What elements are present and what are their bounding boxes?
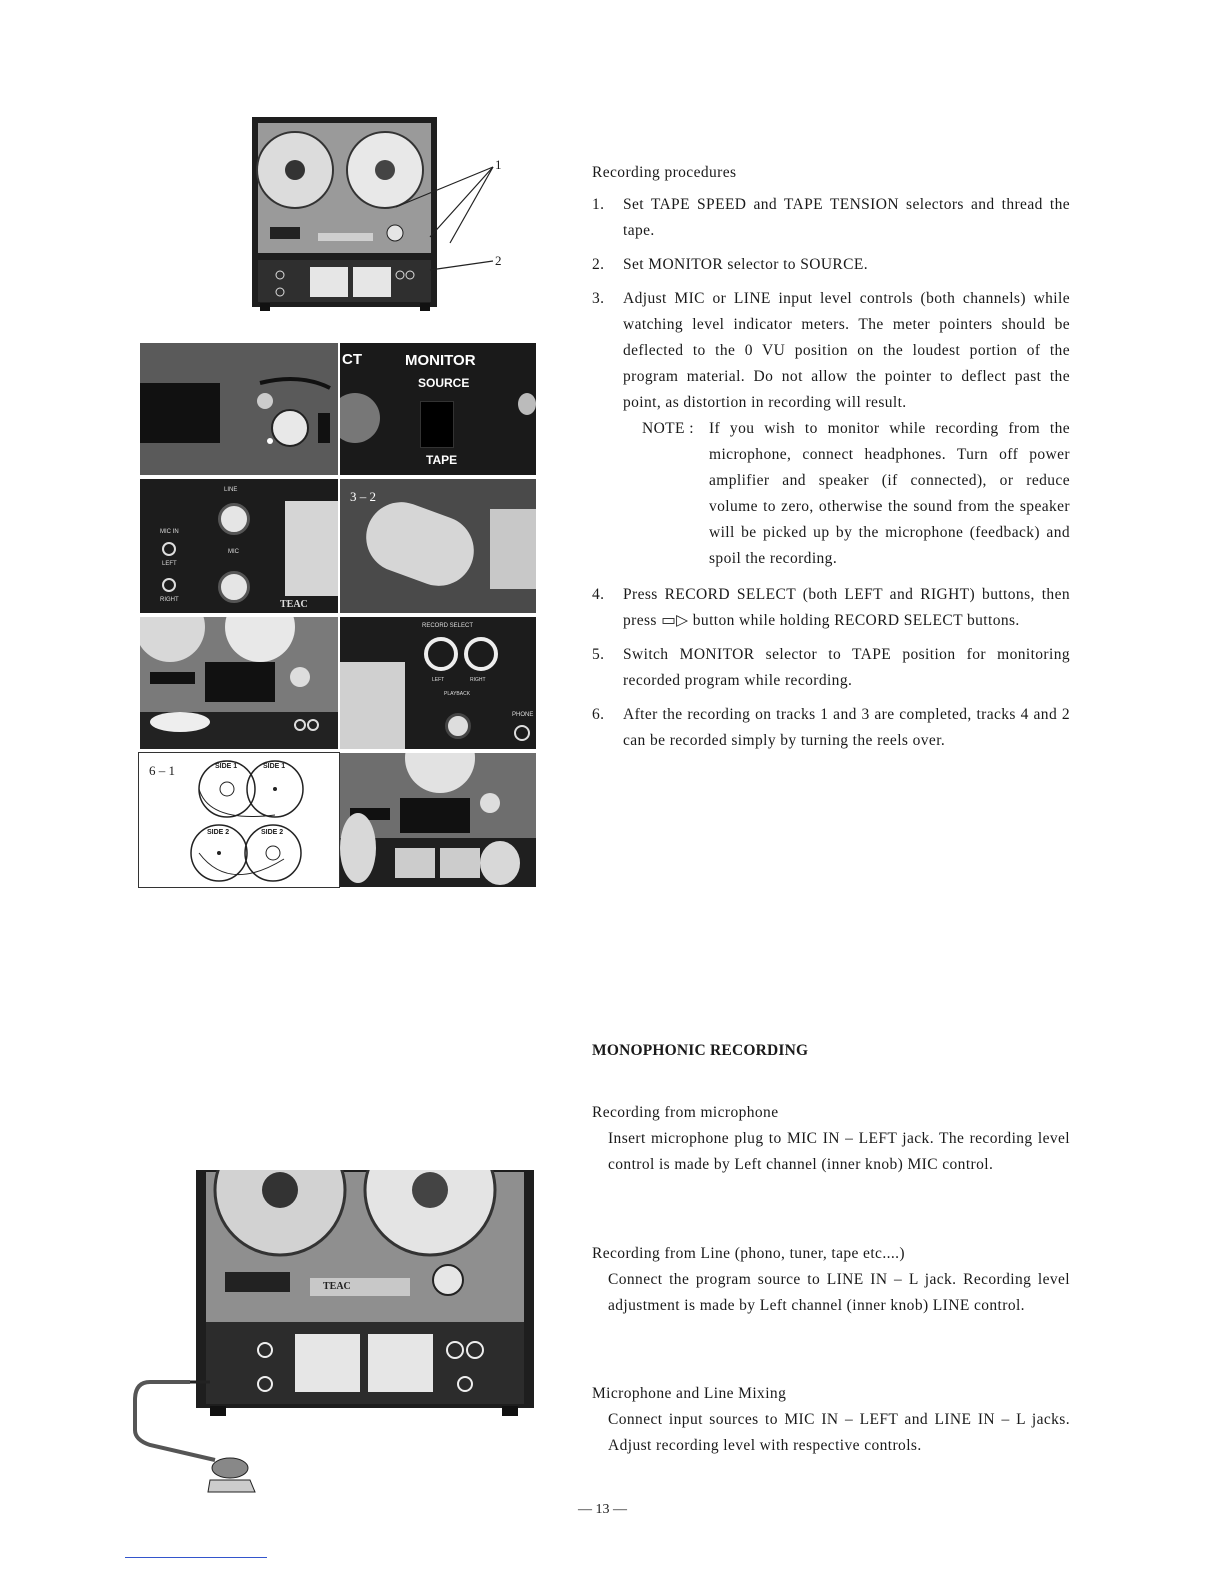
- step-number: 5.: [592, 646, 605, 663]
- note-text: If you wish to monitor while recording from the microphone, connect headphones. Turn off power amplifier and speaker (if connected), or reduce volume to zero, otherwise the sound from the speaker will be picked up by the microphone (feedback) and spoil the recording.: [709, 420, 1070, 567]
- side-1-label-b: SIDE 1: [263, 763, 286, 770]
- phone-jack: [514, 725, 530, 741]
- label-source: SOURCE: [418, 376, 470, 390]
- mono-section-title: Recording from Line (phono, tuner, tape etc....): [592, 1245, 905, 1262]
- step-number: 4.: [592, 586, 605, 603]
- label-mic-in: MIC IN: [160, 529, 179, 535]
- brand-teac-bottom: TEAC: [323, 1281, 351, 1292]
- note-label: NOTE :: [642, 420, 694, 437]
- photo-monitor-selector: [340, 343, 536, 475]
- photo-hand-adjust: [340, 479, 536, 613]
- step-3: [592, 286, 1070, 416]
- recording-procedures-heading: Recording procedures: [592, 164, 737, 181]
- note-block: [642, 416, 1070, 572]
- step-number: 3.: [592, 290, 605, 307]
- callout-1: 1: [495, 157, 502, 172]
- monitor-switch: [420, 401, 454, 448]
- reel-diagram-svg: [139, 753, 339, 887]
- step-text: After the recording on tracks 1 and 3 are completed, tracks 4 and 2 can be recorded simply by turning the reels over.: [623, 706, 1070, 749]
- photo-deck-hands: [340, 753, 536, 887]
- label-left: LEFT: [162, 561, 177, 567]
- label-tape: TAPE: [426, 453, 458, 467]
- page-number: — 13 —: [578, 1502, 627, 1517]
- vu-meter-2: [490, 509, 536, 589]
- deck-bottom-illustration: [130, 1170, 540, 1510]
- figure-deck-top: [250, 115, 500, 315]
- side-2-label-a: SIDE 2: [207, 829, 230, 836]
- deck-hands-illustration: [340, 753, 536, 887]
- record-buttons-illustration: [140, 617, 338, 749]
- line-knob: [218, 503, 250, 535]
- label-rec-right: RIGHT: [470, 677, 486, 683]
- counter-panel-illustration: [140, 343, 338, 475]
- label-playback: PLAYBACK: [444, 691, 471, 697]
- step-number: 6.: [592, 706, 605, 723]
- hand-shape: [356, 492, 483, 595]
- meter-panel: [340, 662, 405, 749]
- figure-reel-diagram: [138, 752, 340, 888]
- step-5: [592, 642, 1070, 694]
- label-record-select: RECORD SELECT: [422, 623, 474, 629]
- vu-meter: [285, 501, 338, 596]
- callout-2: 2: [495, 253, 502, 268]
- jack-right: [162, 578, 176, 592]
- playback-knob: [445, 713, 471, 739]
- step-number: 1.: [592, 196, 605, 213]
- step-text: Set TAPE SPEED and TAPE TENSION selectors and thread the tape.: [623, 196, 1070, 239]
- step-1: [592, 192, 1070, 244]
- photo-counter-panel: [140, 343, 338, 475]
- label-monitor: MONITOR: [405, 352, 476, 369]
- mono-section-text: Insert microphone plug to MIC IN – LEFT jack. The recording level control is made by Left channel (inner knob) MIC control.: [608, 1130, 1070, 1173]
- step-6: [592, 702, 1070, 754]
- recording-procedures: [592, 164, 1070, 754]
- step-text: Press RECORD SELECT (both LEFT and RIGHT) buttons, then press ▭▷ button while holding RECORD SELECT buttons.: [623, 586, 1070, 629]
- label-mic: MIC: [228, 549, 239, 555]
- rec-left-button: [424, 637, 458, 671]
- label-right: RIGHT: [160, 597, 179, 603]
- reel-edge: [340, 393, 380, 443]
- callout-3-2: 3 – 2: [350, 489, 376, 504]
- mono-section-line: [592, 1241, 1070, 1319]
- mono-section-mixing: [592, 1381, 1070, 1459]
- step-number: 2.: [592, 256, 605, 273]
- label-rec-left: LEFT: [432, 677, 445, 683]
- mono-section-text: Connect input sources to MIC IN – LEFT and LINE IN – L jacks. Adjust recording level with respective controls.: [608, 1411, 1070, 1454]
- footer-link-rule: [125, 1557, 267, 1558]
- step-4: [592, 582, 1070, 634]
- monophonic-heading: MONOPHONIC RECORDING: [592, 1042, 809, 1059]
- side-2-label-b: SIDE 2: [261, 829, 284, 836]
- photo-record-buttons: [140, 617, 338, 749]
- mono-section-mic: [592, 1100, 1070, 1178]
- callout-6-1: 6 – 1: [149, 763, 175, 778]
- step-text: Adjust MIC or LINE input level controls (both channels) while watching level indicator meters. The meter pointers should be deflected to the 0 VU position on the loudest portion of the program material. Do not allow the pointer to deflect past the point, as distortion in recording will result.: [623, 290, 1070, 411]
- mic-knob: [218, 571, 250, 603]
- mono-section-title: Recording from microphone: [592, 1104, 779, 1121]
- mono-section-title: Microphone and Line Mixing: [592, 1385, 787, 1402]
- figure-deck-bottom: [130, 1170, 540, 1510]
- brand-teac: TEAC: [280, 599, 308, 610]
- photo-record-select-panel: [340, 617, 536, 749]
- label-line: LINE: [224, 487, 238, 493]
- step-text: Switch MONITOR selector to TAPE position for monitoring recorded program while recording.: [623, 646, 1070, 689]
- deck-top-illustration: [250, 115, 500, 315]
- jack-left: [162, 542, 176, 556]
- photo-level-controls: [140, 479, 338, 613]
- step-2: [592, 252, 1070, 278]
- mono-section-text: Connect the program source to LINE IN – L jack. Recording level adjustment is made by Left channel (inner knob) LINE control.: [608, 1271, 1070, 1314]
- label-ct: CT: [342, 351, 362, 368]
- knob-edge: [518, 393, 536, 415]
- side-1-label-a: SIDE 1: [215, 763, 238, 770]
- rec-right-button: [464, 637, 498, 671]
- label-phones: PHONE: [512, 712, 534, 718]
- step-text: Set MONITOR selector to SOURCE.: [623, 256, 869, 273]
